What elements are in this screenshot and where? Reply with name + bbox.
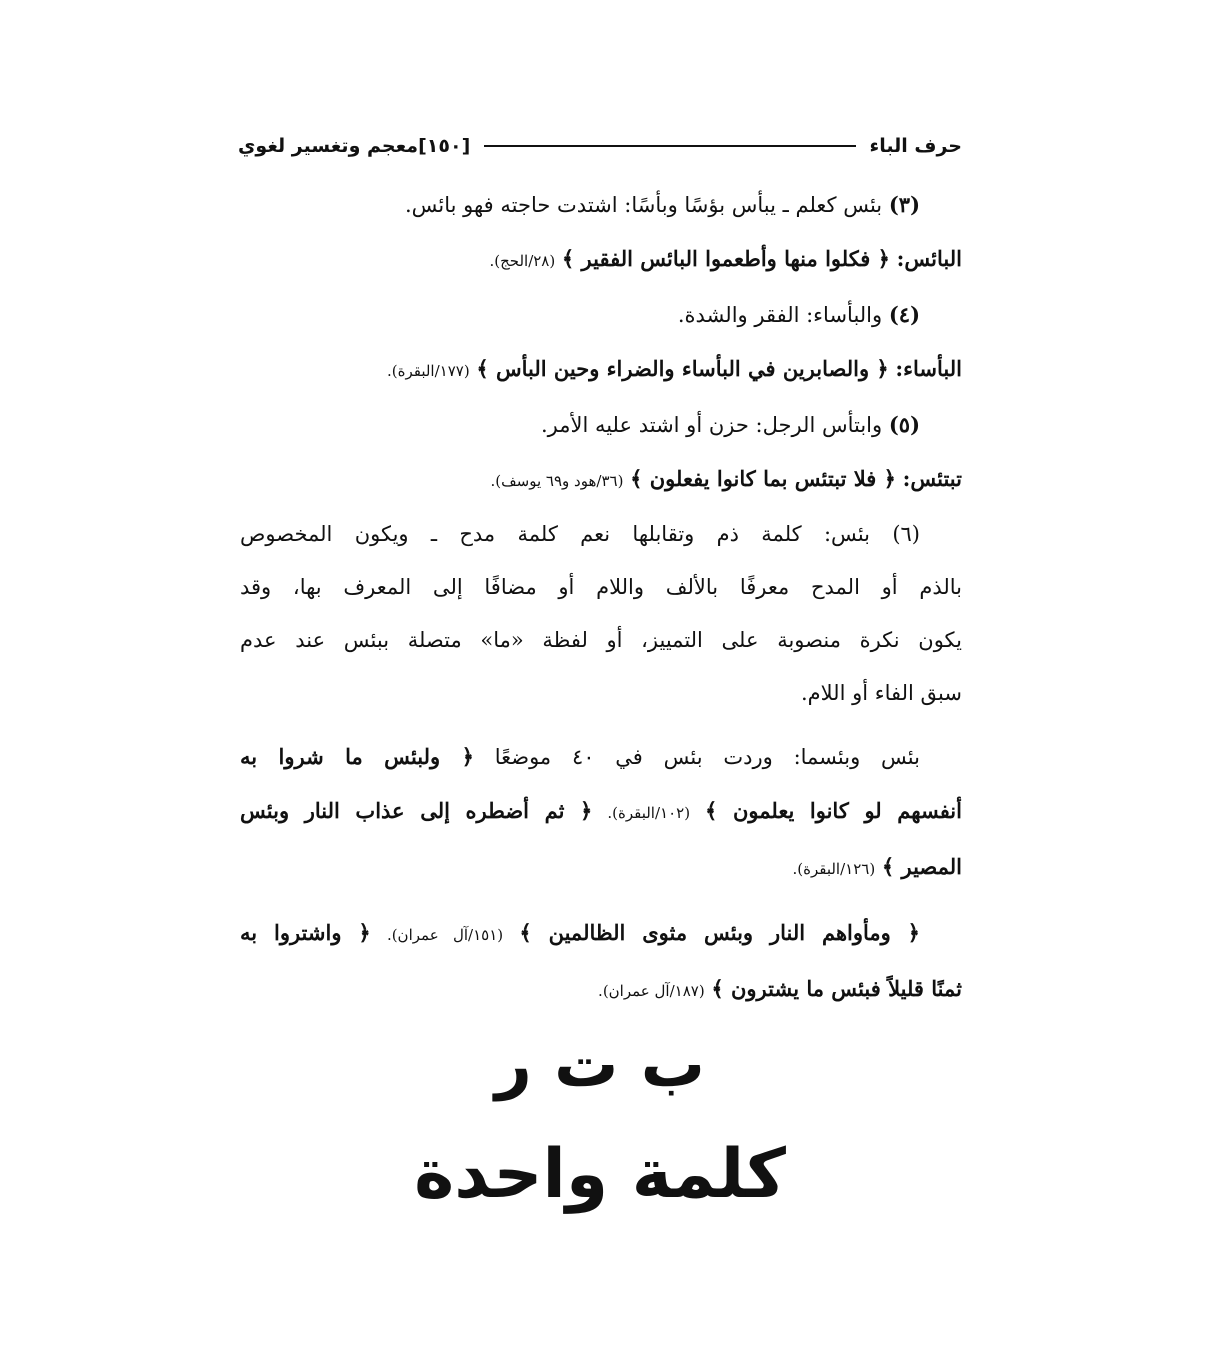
usage-line-3 [240,840,962,896]
usage-verse-4b: ثمنًا قليلاً فبئس ما يشترون ﴾ [711,976,962,1001]
entry-5-verse: ﴿ فلا تبتئس بما كانوا يفعلون ﴾ [630,466,896,491]
section-title: حرف الباء [869,135,962,157]
entry-3-text: بئس كعلم ـ يبأس بؤسًا وبأسًا: اشتدت حاجته فهو بائس. [404,193,883,217]
usage-verse-1a: ﴿ ولبئس ما شروا به [240,744,474,769]
entry-5-word: تبتئس: [902,466,962,491]
entry-4-number: (٤) [888,302,920,327]
entry-3-verse: ﴿ فكلوا منها وأطعموا البائس الفقير ﴾ [561,246,890,271]
usage-verse-2b: المصير ﴾ [881,854,962,879]
root-subtitle: كلمة واحدة [414,1135,786,1214]
entry-4-definition [240,288,962,342]
usage-reference-3: (١٥١/آل عمران). [386,926,504,944]
usage-intro: بئس وبئسما: وردت بئس في ٤٠ موضعًا [494,745,920,769]
root-letters-heading: ب ت ر [494,1028,706,1102]
header-rule [484,145,855,147]
entry-4-word: البأساء: [895,356,962,381]
usage-verse-4a: ﴿ واشتروا به [240,920,371,945]
page-header [238,126,962,166]
usage-reference-4: (١٨٧/آل عمران). [598,982,705,1000]
usage-verse-2a: ﴿ ثم أضطره إلى عذاب النار وبئس [240,798,593,823]
usage-reference-2: (١٢٦/البقرة). [792,860,876,878]
usage-line-1 [240,730,962,784]
entry-5-reference: (٣٦/هود و٦٩ يوسف). [490,472,624,490]
entry-3-definition [240,178,962,232]
entry-3-example [240,232,962,288]
entry-3-reference: (٢٨/الحج). [489,252,556,270]
entry-6-line-4: سبق الفاء أو اللام. [800,681,962,705]
entry-5-definition [240,398,962,452]
entry-5-text: وابتأس الرجل: حزن أو اشتد عليه الأمر. [540,413,883,437]
entry-4-verse: ﴿ والصابرين في البأساء والضراء وحين البأس ﴾ [476,356,889,381]
paragraph-gap [240,896,962,906]
dictionary-body [240,178,962,1018]
entry-3-word: البائس: [896,246,962,271]
paragraph-gap [240,720,962,730]
entry-5-example [240,452,962,508]
entry-6-line-2: بالذم أو المدح معرفًا بالألف واللام أو مضافًا إلى المعرف بها، وقد [240,575,962,599]
usage-verse-1b: أنفسهم لو كانوا يعلمون ﴾ [705,798,962,823]
entry-3-number: (٣) [888,192,920,217]
usage-line-5 [240,962,962,1018]
entry-4-text: والبأساء: الفقر والشدة. [677,303,883,327]
usage-line-4 [240,906,962,962]
entry-4-example [240,342,962,398]
usage-verse-3: ﴿ ومأواهم النار وبئس مثوى الظالمين ﴾ [519,920,920,945]
entry-4-reference: (١٧٧/البقرة). [386,362,470,380]
entry-6-line-3: يكون نكرة منصوبة على التمييز، أو لفظة «ما» متصلة ببئس عند عدم [240,628,962,652]
usage-line-2 [240,784,962,840]
page-number-title: [١٥٠]معجم وتغسير لغوي [238,135,471,157]
entry-5-number: (٥) [888,412,920,437]
usage-reference-1: (١٠٢/البقرة). [607,804,691,822]
entry-6-line-1: (٦) بئس: كلمة ذم وتقابلها نعم كلمة مدح ـ ويكون المخصوص [240,522,920,546]
